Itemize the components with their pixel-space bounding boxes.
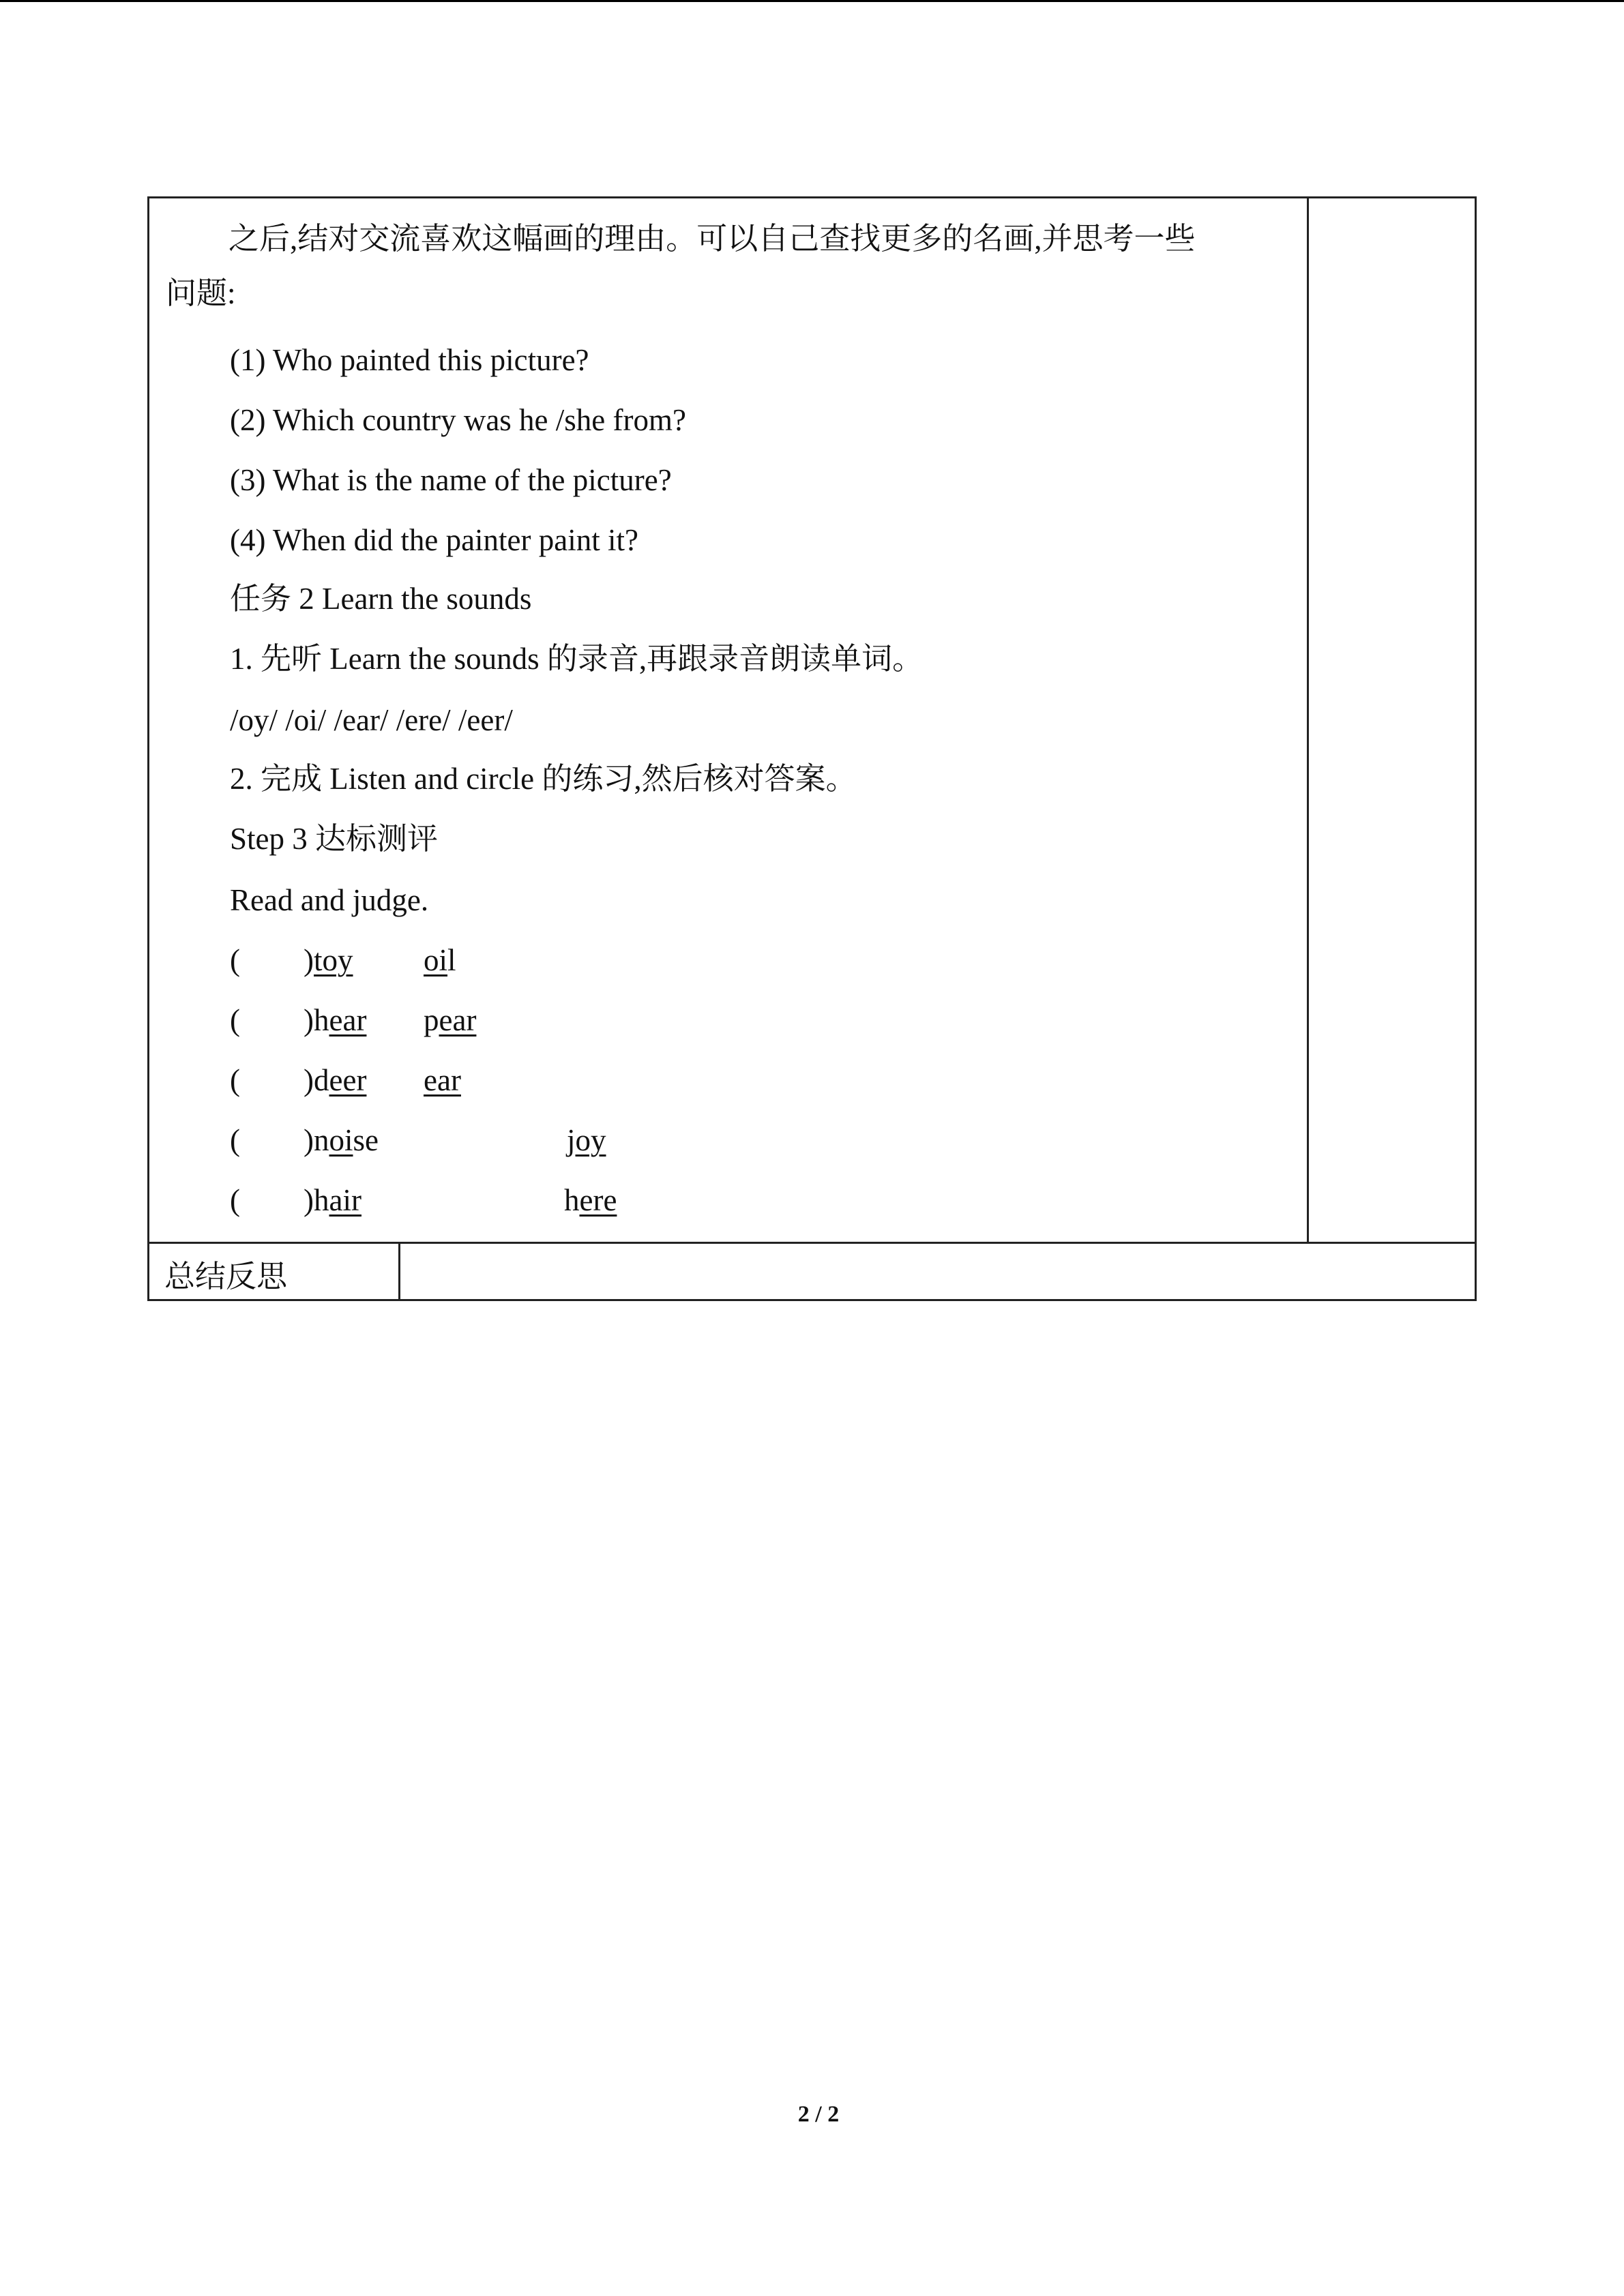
judge-word-1: )noise: [304, 1123, 379, 1157]
task2-step-1: 1. 先听 Learn the sounds 的录音,再跟录音朗读单词。: [230, 642, 924, 676]
judge-word-1: )hear: [304, 1003, 367, 1037]
top-border-rule: [0, 0, 1624, 2]
judge-word-2: here: [564, 1183, 617, 1217]
sounds-list: /oy/ /oi/ /ear/ /ere/ /eer/: [230, 703, 513, 737]
question-2: (2) Which country was he /she from?: [230, 403, 686, 437]
judge-word-1: )deer: [304, 1063, 367, 1097]
judge-word-2: oil: [424, 943, 456, 977]
judge-word-2: joy: [567, 1123, 606, 1157]
summary-reflection-row: [149, 1242, 1475, 1299]
answer-paren: (: [230, 1123, 240, 1157]
summary-label: 总结反思: [164, 1259, 288, 1294]
judge-word-2: ear: [424, 1063, 461, 1097]
task2-step-2: 2. 完成 Listen and circle 的练习,然后核对答案。: [230, 762, 857, 796]
question-3: (3) What is the name of the picture?: [230, 463, 672, 497]
judge-word-1: )hair: [304, 1183, 361, 1217]
answer-paren: (: [230, 1063, 240, 1097]
notes-cell: [1309, 198, 1475, 1242]
answer-paren: (: [230, 1183, 240, 1217]
main-content-cell: [149, 198, 1309, 1242]
judge-word-2: pear: [424, 1003, 477, 1037]
page-number: 2 / 2: [797, 2102, 840, 2127]
question-4: (4) When did the painter paint it?: [230, 523, 638, 557]
lesson-plan-table: [147, 196, 1477, 1301]
answer-paren: (: [230, 1003, 240, 1037]
step3-heading: Step 3 达标测评: [230, 822, 439, 856]
judge-word-1: )toy: [304, 943, 353, 977]
summary-label-cell: [149, 1244, 400, 1299]
intro-line-2: 问题:: [166, 276, 236, 310]
task2-heading: 任务 2 Learn the sounds: [230, 582, 532, 616]
answer-paren: (: [230, 943, 240, 977]
intro-line-1: 之后,结对交流喜欢这幅画的理由。可以自己查找更多的名画,并思考一些: [228, 222, 1196, 256]
read-and-judge-instruction: Read and judge.: [230, 883, 429, 917]
question-1: (1) Who painted this picture?: [230, 343, 589, 377]
